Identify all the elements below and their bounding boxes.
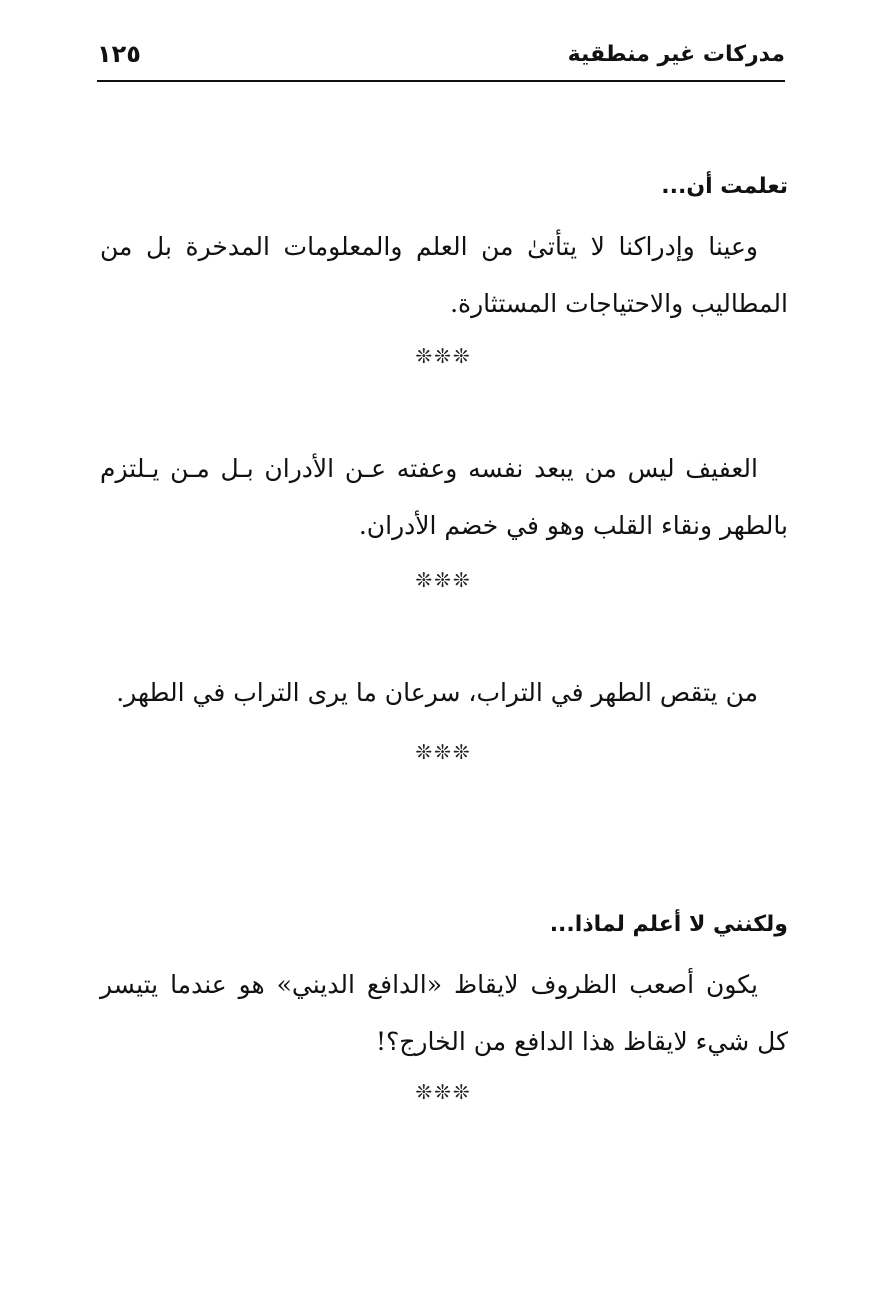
section-1 [100, 172, 788, 202]
separator-stars: ❊❊❊ [415, 344, 472, 368]
section-4 [100, 910, 788, 940]
paragraph: العفيف ليس من يبعد نفسه وعفته عـن الأدران بـل مـن يـلتزم بالطهر ونقاء القلب وهو في خضم الأدران. [100, 454, 788, 540]
running-title: مدركات غير منطقية [567, 42, 785, 67]
paragraph: يكون أصعب الظروف لايقاظ «الدافع الديني» هو عندما يتيسر كل شيء لايقاظ هذا الدافع من الخارج؟! [100, 970, 788, 1056]
separator-stars: ❊❊❊ [415, 1080, 472, 1104]
paragraph: من يتقص الطهر في التراب، سرعان ما يرى التراب في الطهر. [116, 678, 758, 707]
separator-stars: ❊❊❊ [415, 740, 472, 764]
section-heading: تعلمت أن... [661, 174, 788, 199]
separator-stars: ❊❊❊ [415, 568, 472, 592]
section-4-body [100, 956, 788, 1070]
page-header [97, 38, 785, 82]
page-number: ١٢٥ [97, 40, 141, 68]
section-3-body [100, 664, 788, 721]
section-1-body [100, 218, 788, 332]
section-heading: ولكنني لا أعلم لماذا... [549, 912, 788, 937]
paragraph: وعينا وإدراكنا لا يتأتىٰ من العلم والمعلومات المدخرة بل من المطاليب والاحتياجات المستثارة. [100, 232, 788, 318]
section-2-body [100, 440, 788, 554]
